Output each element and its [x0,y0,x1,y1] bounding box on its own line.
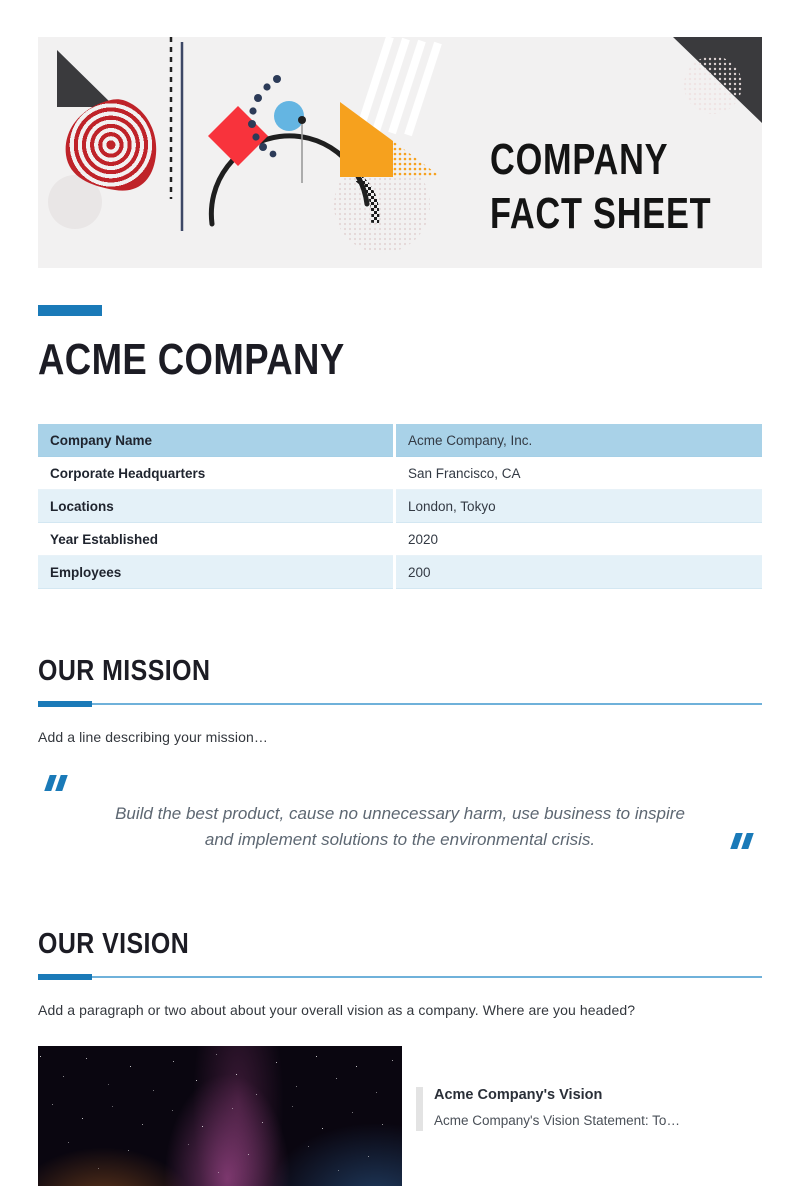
table-row [38,424,762,457]
row-value: London, Tokyo [395,490,763,523]
caption-title: Acme Company's Vision [434,1087,603,1103]
row-label: Employees [38,556,395,589]
row-value: 200 [395,556,763,589]
row-value: Acme Company, Inc. [395,424,763,457]
vision-figure [38,1046,762,1186]
banner-title [490,133,711,240]
section-divider [38,974,762,980]
mission-quote [38,771,762,852]
facts-table [38,424,762,589]
row-value: 2020 [395,523,763,556]
mission-heading: OUR MISSION [38,655,211,687]
quote-text [102,801,698,852]
table-row [38,457,762,490]
document-body [38,268,762,1186]
galaxy-image [38,1046,402,1186]
banner-title-line2: FACT SHEET [490,188,712,238]
mission-section [38,655,762,852]
quote-line: Build the best product, cause no unnecessary harm, use business to inspire [115,804,685,823]
row-label: Company Name [38,424,395,457]
section-divider [38,701,762,707]
quote-line: and implement solutions to the environmental crisis. [204,829,596,849]
title-accent-bar [38,305,102,316]
table-row [38,490,762,523]
row-label: Corporate Headquarters [38,457,395,490]
row-value: San Francisco, CA [395,457,763,490]
caption-body: Acme Company's Vision Statement: To… [434,1113,680,1128]
caption-accent-bar [416,1087,423,1131]
close-quote-icon [731,833,757,850]
table-row [38,556,762,589]
row-label: Year Established [38,523,395,556]
banner [38,37,762,268]
vision-section [38,928,762,1186]
open-quote-icon [45,775,71,792]
banner-title-line1: COMPANY [490,135,669,184]
mission-placeholder-text: Add a line describing your mission… [38,729,268,745]
page-title: ACME COMPANY [38,335,345,384]
vision-placeholder-text: Add a paragraph or two about about your overall vision as a company. Where are you headed? [38,1002,636,1018]
vision-heading: OUR VISION [38,928,190,960]
row-label: Locations [38,490,395,523]
table-row [38,523,762,556]
vision-caption [416,1087,680,1131]
